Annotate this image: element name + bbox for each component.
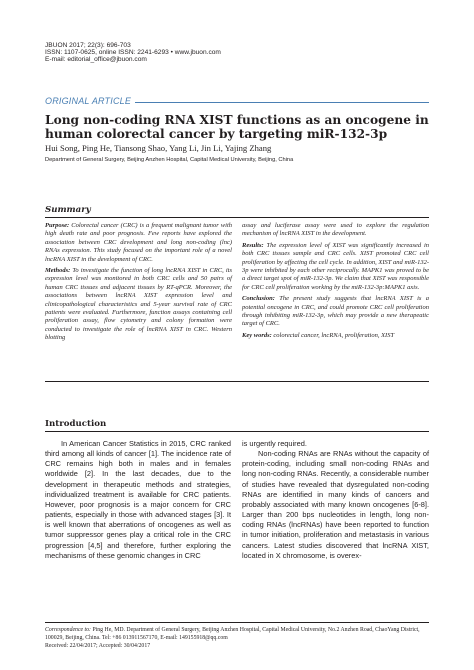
- results-paragraph: [242, 242, 429, 292]
- conclusion-paragraph: [242, 295, 429, 329]
- methods-continued: assay and luciferase assay were used to explore the regulation mechanism of lncRNA XIST in the development.: [242, 222, 429, 238]
- introduction-left-column: [45, 439, 231, 561]
- introduction-rule: [45, 431, 429, 432]
- correspondence-text: Ping He, MD. Department of General Surgery, Beijing Anzhen Hospital, Capital Medical University, No.2 Anzhen Road, ChaoYang District, 100029, Beijing, China. Tel: +86 013911567170, E-mail: 149155918@qq.com: [45, 627, 420, 642]
- summary-left-column: [45, 222, 232, 346]
- keywords-label: Key words:: [242, 331, 272, 339]
- keywords-paragraph: [242, 332, 429, 340]
- journal-citation: JBUON 2017; 22(3): 696-703: [45, 42, 131, 49]
- methods-text: To investigate the function of long lncRNA XIST in CRC, its expression level was monitored in both CRC cells and 50 pairs of human CRC tissues and adjacent tissues by RT-qPCR. Moreover, the associations between lncRNA XIST expression level and clinicopathological characteristics and 5-year survival rate of CRC patients were evaluated. Furthermore, function assays containing cell proliferation assay, flow cytometry and colony formation were conducted to investigate the role of lncRNA XIST in CRC. Western blotting: [45, 267, 232, 342]
- correspondence-footnote: [45, 626, 435, 650]
- summary-bottom-rule: [45, 381, 429, 382]
- article-type-rule: [135, 102, 429, 103]
- conclusion-label: Conclusion:: [242, 295, 275, 303]
- methods-paragraph: [45, 267, 232, 343]
- correspondence-line: [45, 626, 435, 642]
- purpose-text: Colorectal cancer (CRC) is a frequent malignant tumor with high death rate and poor prognosis. Few reports have explored the association between CRC development and long non-coding (lnc) RNAs expression. This study focused on the important role of a novel lncRNA XIST in the development of CRC.: [45, 222, 233, 263]
- introduction-heading: Introduction: [45, 419, 107, 429]
- purpose-label: Purpose:: [45, 222, 70, 229]
- article-type-label: ORIGINAL ARTICLE: [45, 96, 132, 106]
- intro-paragraph-1-end: is urgently required.: [242, 439, 307, 448]
- results-text: The expression level of XIST was significantly increased in both CRC tissues sample and CRC cells. XIST promoted CRC cell proliferation by affecting the cell cycle. In addition, XIST and miR-132-3p were inhibited by each other reciprocally. MAPK1 was proved to be a direct target spot of miR-132-3p. We claim that XIST was responsible for CRC cell proliferation working by the miR-132-3p:MAPK1 axis.: [242, 241, 430, 291]
- correspondence-label: Correspondence to:: [45, 627, 91, 633]
- intro-paragraph-2: Non-coding RNAs are RNAs without the capacity of protein-coding, including small non-coding RNAs and long non-coding RNAs. Recently, a considerable number of studies have revealed that dysregulated non-coding RNAs are identified in many kinds of cancers and probably associated with many known oncogenes [6-8]. Larger than 200 bps nucleotides in length, long non-coding RNAs (lncRNAs) have been reported to function in tumor initiation, proliferation and metastasis in various cancers. Latest studies discovered that lncRNA XIST, located in X chromosome, is overex-: [242, 449, 429, 560]
- keywords-text: colorectal cancer, lncRNA, proliferation, XIST: [273, 331, 395, 339]
- summary-right-column: [242, 222, 429, 343]
- intro-paragraph-1: In American Cancer Statistics in 2015, CRC ranked third among all kinds of cancer [1]. The incidence rate of CRC remains high both in males and in females worldwide [2]. In the last decades, due to the development in therapeutic methods and strategies, individualized treatment is available for CRC patients. However, poor prognosis is a major concern for CRC patients, especially in those with advanced stages [3]. It is well known that aberrations of oncogenes as well as tumor suppressor genes play a critical role in the CRC progression [4,5] and therefore, further exploring the mechanisms of these genomic changes in CRC: [45, 439, 231, 560]
- conclusion-text: The present study suggests that lncRNA XIST is a potential oncogene in CRC, and could promote CRC cell proliferation through inhibiting miR-132-3p, which may provide a new therapeatic target of CRC.: [242, 295, 430, 328]
- methods-label: Methods:: [45, 267, 71, 275]
- results-label: Results:: [242, 241, 264, 249]
- summary-top-rule: [45, 217, 429, 218]
- footnote-rule: [45, 622, 429, 623]
- summary-heading: Summary: [45, 205, 91, 215]
- author-list: Hui Song, Ping He, Tiansong Shao, Yang Li, Jin Li, Yajing Zhang: [45, 143, 272, 153]
- article-title: Long non-coding RNA XIST functions as an oncogene in human colorectal cancer by targeting miR-132-3p: [45, 113, 429, 141]
- purpose-paragraph: [45, 222, 232, 264]
- issn-line: ISSN: 1107-0625, online ISSN: 2241-6293 • www.jbuon.com: [45, 49, 221, 56]
- email-line: E-mail: editorial_office@jbuon.com: [45, 56, 147, 63]
- introduction-right-column: [242, 439, 429, 561]
- received-accepted-dates: Received: 22/04/2017; Accepted: 30/04/2017: [45, 643, 151, 650]
- affiliation: Department of General Surgery, Beijing Anzhen Hospital, Capital Medical University, Beijing, China: [45, 157, 294, 163]
